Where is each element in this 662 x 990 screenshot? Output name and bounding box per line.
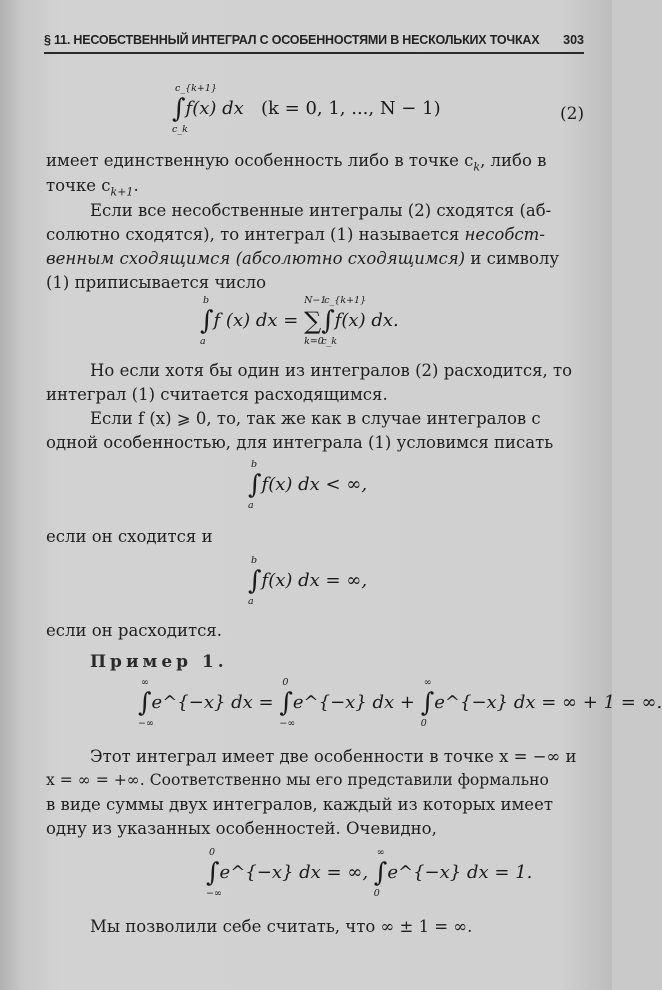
- paragraph-7-line-3: в виде суммы двух интегралов, каждый из которых имеет: [46, 795, 553, 814]
- paragraph-1-line-2: точке $c_{k+1}$.: [46, 176, 139, 199]
- example-label: Пример 1.: [90, 652, 228, 672]
- paragraph-2-line-3: венным сходящимся (абсолютно сходящимся) и символу: [46, 249, 560, 268]
- paragraph-6: если он расходится.: [46, 621, 222, 640]
- paragraph-4-line-2: одной особенностью, для интеграла (1) условимся писать: [46, 433, 554, 452]
- paragraph-3-line-2: интеграл (1) считается расходящимся.: [46, 385, 388, 404]
- formula-example: ∫ ∞ −∞ e^{−x} dx = ∫ 0 −∞ e^{−x} dx + ∫ ∞ 0 e^{−x} dx = ∞ + 1 = ∞.: [138, 677, 662, 729]
- paragraph-5: если он сходится и: [46, 527, 213, 546]
- formula-2-condition: (k = 0, 1, ..., N − 1): [260, 98, 441, 119]
- formula-sum: ∫ b a f (x) dx = ∑ N−1 k=0 ∫ c_{k+1} c_k f(x) dx.: [200, 295, 399, 347]
- header-title: § 11. НЕСОБСТВЕННЫЙ ИНТЕГРАЛ С ОСОБЕННОСТЯМИ В НЕСКОЛЬКИХ ТОЧКАХ: [44, 33, 540, 47]
- paragraph-7-line-2: x = ∞ = +∞. Соответственно мы его представили формально: [46, 771, 549, 789]
- paragraph-3-line-1: Но если хотя бы один из интегралов (2) расходится, то: [90, 361, 573, 380]
- paragraph-1-line-1: имеет единственную особенность либо в точке $c_k$, либо в: [46, 151, 547, 174]
- formula-2-lower: c_k: [172, 124, 188, 135]
- running-header: [44, 32, 584, 54]
- paragraph-8: Мы позволили себе считать, что ∞ ± 1 = ∞.: [90, 917, 473, 936]
- formula-2-integrand: f(x) dx: [185, 98, 244, 119]
- equation-number-2: (2): [560, 104, 585, 124]
- paragraph-7-line-4: одну из указанных особенностей. Очевидно,: [46, 819, 437, 838]
- paragraph-4-line-1: Если f (x) ⩾ 0, то, так же как в случае интегралов с: [90, 409, 541, 428]
- paragraph-2-line-4: (1) приписывается число: [46, 273, 267, 292]
- formula-convergent: ∫ b a f(x) dx < ∞,: [248, 459, 368, 511]
- paragraph-2-line-1: Если все несобственные интегралы (2) сходятся (аб-: [90, 201, 552, 220]
- formula-divergent: ∫ b a f(x) dx = ∞,: [248, 555, 368, 607]
- formula-2: ∫ c_{k+1} c_k f(x) dx (k = 0, 1, ..., N − 1): [172, 83, 441, 135]
- formula-obvious: ∫ 0 −∞ e^{−x} dx = ∞, ∫ ∞ 0 e^{−x} dx = 1.: [206, 847, 533, 899]
- page-number: 303: [563, 33, 584, 47]
- paragraph-2-line-2: солютно сходятся), то интеграл (1) называется несобст-: [46, 225, 545, 244]
- formula-2-upper: c_{k+1}: [175, 83, 217, 94]
- paragraph-7-line-1: Этот интеграл имеет две особенности в точке x = −∞ и: [90, 747, 577, 766]
